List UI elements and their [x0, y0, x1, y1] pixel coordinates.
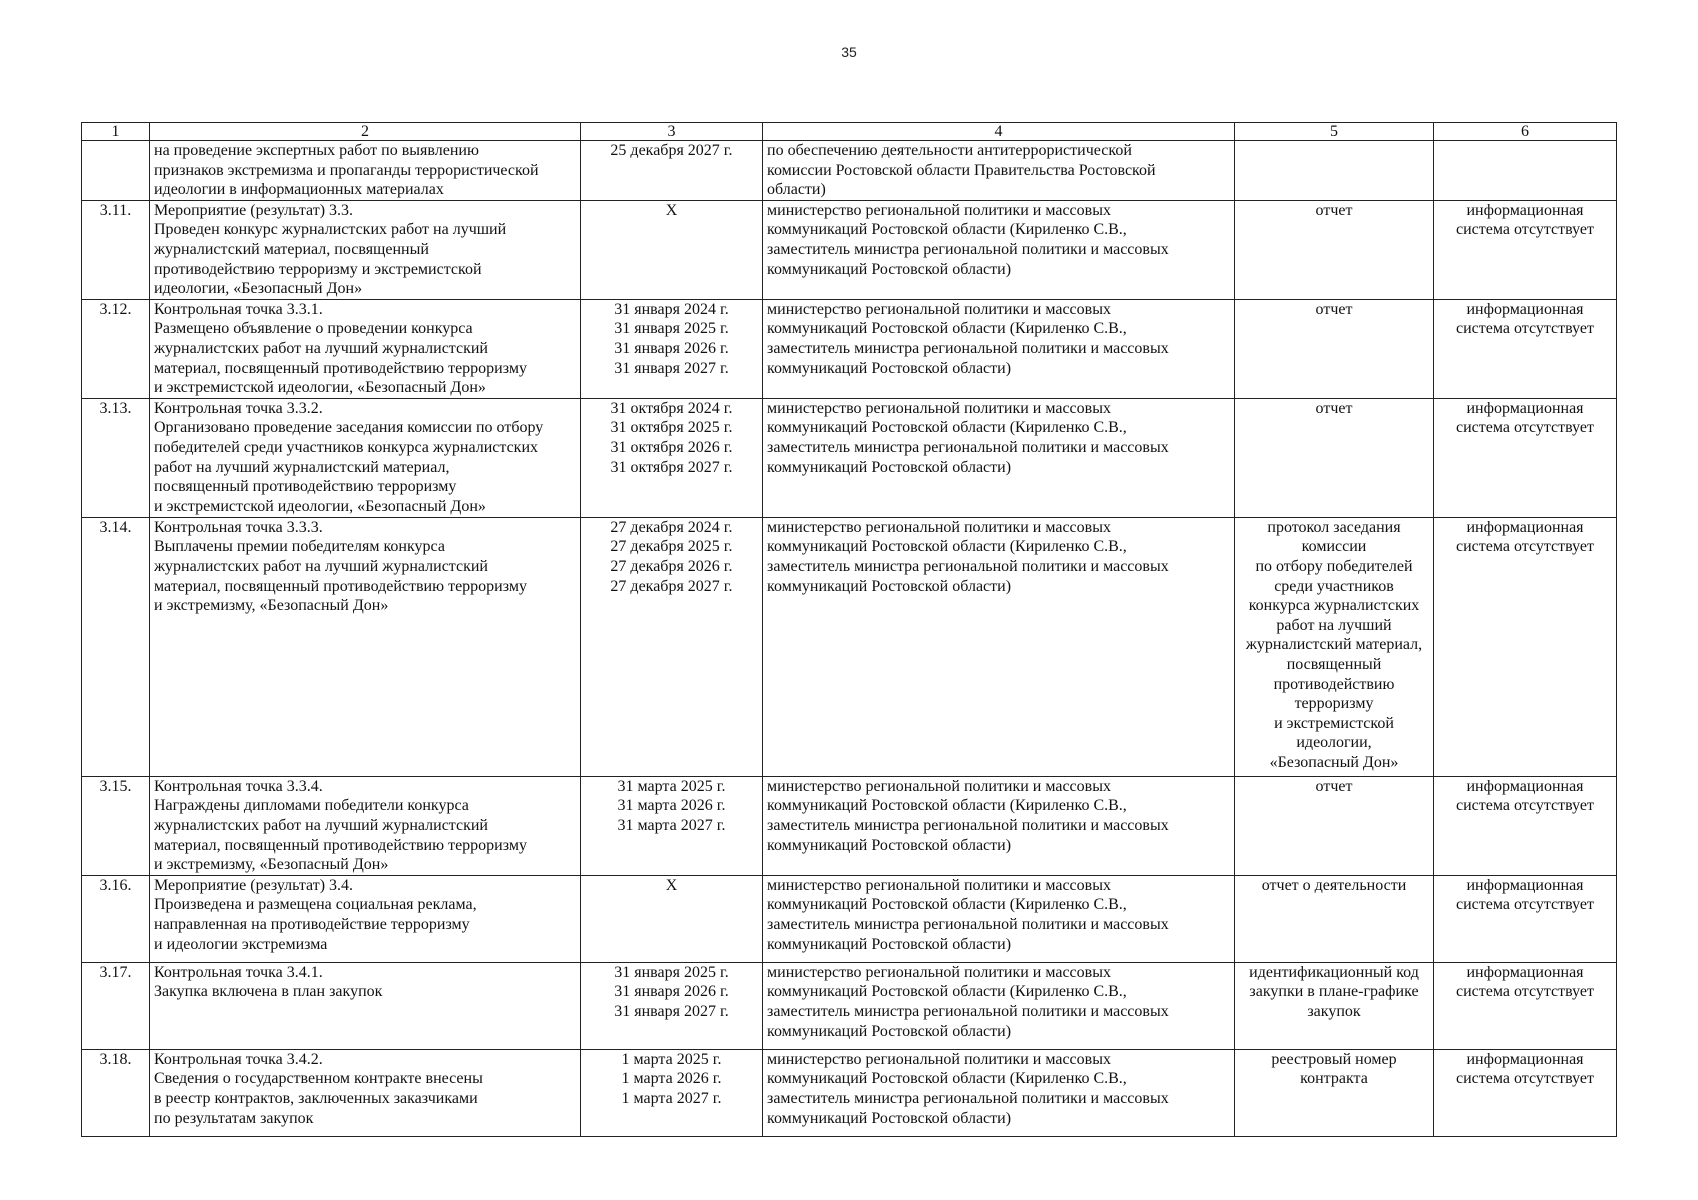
- responsible-executor-line: министерство региональной политики и массовых: [767, 1050, 1111, 1068]
- responsible-executor-line: коммуникаций Ростовской области (Кириленко С.В.,: [767, 896, 1127, 914]
- measure-description-line: Размещено объявление о проведении конкурса: [154, 320, 473, 338]
- responsible-executor-line: заместитель министра региональной политики и массовых: [767, 1002, 1169, 1020]
- measure-description-line: и экстремизму, «Безопасный Дон»: [154, 856, 389, 874]
- measure-description-line: Контрольная точка 3.3.4.: [154, 777, 323, 795]
- responsible-executor-line: заместитель министра региональной политики и массовых: [767, 557, 1169, 575]
- table-row: [82, 776, 1617, 875]
- responsible-executor-line: коммуникаций Ростовской области): [767, 935, 1012, 953]
- deadline-dates-line: 25 декабря 2027 г.: [610, 142, 733, 159]
- confirming-document-cell: [1235, 1049, 1434, 1136]
- information-system-line: система отсутствует: [1455, 419, 1594, 437]
- measure-description-line: Сведения о государственном контракте внесены: [154, 1070, 483, 1088]
- measure-description-line: работ на лучший журналистский материал,: [154, 458, 450, 476]
- measure-description-line: признаков экстремизма и пропаганды террористической: [154, 161, 539, 179]
- information-system-line: информационная: [1466, 518, 1584, 536]
- measure-description-line: идеологии, «Безопасный Дон»: [154, 280, 363, 298]
- measure-description-cell: [150, 517, 581, 776]
- responsible-executor-line: министерство региональной политики и массовых: [767, 963, 1111, 981]
- measure-description-line: журналистских работ на лучший журналистский: [154, 816, 488, 834]
- deadline-dates-line: 31 октября 2024 г.: [610, 399, 733, 417]
- measure-description-line: Выплачены премии победителям конкурса: [154, 538, 445, 556]
- measure-description-line: материал, посвященный противодействию терроризму: [154, 836, 527, 854]
- deadline-dates-cell: [581, 398, 763, 517]
- deadline-dates-line: 31 марта 2027 г.: [617, 816, 726, 834]
- responsible-executor-line: министерство региональной политики и массовых: [767, 300, 1111, 318]
- responsible-executor-cell: [763, 398, 1235, 517]
- measure-description-line: по результатам закупок: [154, 1109, 314, 1127]
- measure-description-line: на проведение экспертных работ по выявлению: [154, 142, 479, 159]
- deadline-dates-line: 27 декабря 2025 г.: [610, 538, 733, 556]
- deadline-dates-line: 31 октября 2026 г.: [610, 438, 733, 456]
- table-row: [82, 200, 1617, 299]
- row-number: 3.12.: [82, 299, 150, 398]
- confirming-document-line: отчет: [1315, 300, 1353, 318]
- measure-description-line: и экстремизму, «Безопасный Дон»: [154, 597, 389, 615]
- confirming-document-line: работ на лучший: [1276, 616, 1392, 634]
- deadline-dates-line: 31 января 2027 г.: [614, 359, 729, 377]
- row-number: 3.11.: [82, 200, 150, 299]
- responsible-executor-cell: [763, 776, 1235, 875]
- confirming-document-line: среди участников: [1274, 577, 1394, 595]
- measure-description-cell: [150, 200, 581, 299]
- information-system-line: информационная: [1466, 876, 1584, 894]
- header-col-3: 3: [581, 123, 763, 141]
- information-system-cell: [1434, 1049, 1617, 1136]
- measure-description-cell: [150, 299, 581, 398]
- header-col-2: 2: [150, 123, 581, 141]
- responsible-executor-line: министерство региональной политики и массовых: [767, 201, 1111, 219]
- responsible-executor-cell: [763, 299, 1235, 398]
- confirming-document-cell: [1235, 141, 1434, 201]
- measure-description-line: Организовано проведение заседания комиссии по отбору: [154, 419, 544, 437]
- measure-description-line: Мероприятие (результат) 3.4.: [154, 876, 354, 894]
- responsible-executor-line: коммуникаций Ростовской области): [767, 1109, 1012, 1127]
- deadline-dates-cell: [581, 141, 763, 201]
- responsible-executor-line: министерство региональной политики и массовых: [767, 399, 1111, 417]
- information-system-line: информационная: [1466, 399, 1584, 417]
- row-number: 3.15.: [82, 776, 150, 875]
- responsible-executor-line: комиссии Ростовской области Правительства Ростовской: [767, 161, 1156, 179]
- row-number: 3.18.: [82, 1049, 150, 1136]
- responsible-executor-line: области): [767, 181, 826, 199]
- responsible-executor-line: заместитель министра региональной политики и массовых: [767, 915, 1169, 933]
- confirming-document-line: закупки в плане-графике: [1249, 983, 1419, 1001]
- responsible-executor-line: заместитель министра региональной политики и массовых: [767, 339, 1169, 357]
- responsible-executor-line: коммуникаций Ростовской области): [767, 359, 1012, 377]
- responsible-executor-cell: [763, 141, 1235, 201]
- measure-description-line: Контрольная точка 3.3.3.: [154, 518, 323, 536]
- information-system-cell: [1434, 962, 1617, 1049]
- responsible-executor-line: коммуникаций Ростовской области (Кириленко С.В.,: [767, 221, 1127, 239]
- table-row: [82, 517, 1617, 776]
- deadline-dates-line: 31 января 2026 г.: [614, 339, 729, 357]
- measure-description-line: журналистский материал, посвященный: [154, 240, 429, 258]
- confirming-document-cell: [1235, 398, 1434, 517]
- confirming-document-line: идеологии,: [1296, 734, 1372, 752]
- header-col-6: 6: [1434, 123, 1617, 141]
- confirming-document-line: отчет: [1315, 399, 1353, 417]
- measure-description-cell: [150, 875, 581, 962]
- responsible-executor-line: коммуникаций Ростовской области (Кириленко С.В.,: [767, 797, 1127, 815]
- deadline-dates-cell: [581, 1049, 763, 1136]
- header-col-5: 5: [1235, 123, 1434, 141]
- measure-description-line: и экстремистской идеологии, «Безопасный Дон»: [154, 497, 486, 515]
- table-row: [82, 141, 1617, 201]
- measure-description-line: журналистских работ на лучший журналистский: [154, 339, 488, 357]
- responsible-executor-cell: [763, 200, 1235, 299]
- table-row: [82, 299, 1617, 398]
- deadline-dates-line: 31 октября 2025 г.: [610, 419, 733, 437]
- responsible-executor-line: коммуникаций Ростовской области): [767, 260, 1012, 278]
- confirming-document-line: отчет о деятельности: [1261, 876, 1407, 894]
- deadline-dates-line: 31 января 2024 г.: [614, 300, 729, 318]
- information-system-line: система отсутствует: [1455, 896, 1594, 914]
- responsible-executor-line: коммуникаций Ростовской области): [767, 836, 1012, 854]
- information-system-line: информационная: [1466, 777, 1584, 795]
- information-system-line: информационная: [1466, 1050, 1584, 1068]
- deadline-dates-line: 31 октября 2027 г.: [610, 458, 733, 476]
- confirming-document-cell: [1235, 299, 1434, 398]
- deadline-dates-cell: [581, 299, 763, 398]
- confirming-document-line: конкурса журналистских: [1248, 597, 1420, 615]
- confirming-document-line: посвященный: [1286, 655, 1382, 673]
- measure-description-line: Контрольная точка 3.4.1.: [154, 963, 323, 981]
- confirming-document-line: закупок: [1307, 1002, 1361, 1020]
- responsible-executor-line: коммуникаций Ростовской области (Кириленко С.В.,: [767, 1070, 1127, 1088]
- confirming-document-line: отчет: [1315, 777, 1353, 795]
- confirming-document-line: протокол заседания: [1267, 518, 1401, 536]
- responsible-executor-cell: [763, 1049, 1235, 1136]
- responsible-executor-line: коммуникаций Ростовской области (Кириленко С.В.,: [767, 538, 1127, 556]
- measure-description-line: журналистских работ на лучший журналистский: [154, 557, 488, 575]
- confirming-document-line: комиссии: [1301, 538, 1367, 556]
- responsible-executor-line: коммуникаций Ростовской области (Кириленко С.В.,: [767, 419, 1127, 437]
- row-number: [82, 141, 150, 201]
- responsible-executor-line: коммуникаций Ростовской области): [767, 1022, 1012, 1040]
- measure-description-line: материал, посвященный противодействию терроризму: [154, 577, 527, 595]
- measure-description-line: Контрольная точка 3.4.2.: [154, 1050, 323, 1068]
- information-system-line: информационная: [1466, 300, 1584, 318]
- measure-description-line: противодействию терроризму и экстремистской: [154, 260, 482, 278]
- confirming-document-line: противодействию: [1273, 675, 1395, 693]
- confirming-document-line: контракта: [1300, 1070, 1368, 1088]
- confirming-document-cell: [1235, 200, 1434, 299]
- information-system-line: система отсутствует: [1455, 320, 1594, 338]
- deadline-dates-line: 31 января 2027 г.: [614, 1002, 729, 1020]
- measure-description-line: и идеологии экстремизма: [154, 935, 328, 953]
- deadline-dates-cell: [581, 517, 763, 776]
- information-system-line: информационная: [1466, 201, 1584, 219]
- information-system-cell: [1434, 776, 1617, 875]
- row-number: 3.13.: [82, 398, 150, 517]
- confirming-document-cell: [1235, 875, 1434, 962]
- measure-description-line: Контрольная точка 3.3.2.: [154, 399, 323, 417]
- responsible-executor-cell: [763, 962, 1235, 1049]
- information-system-cell: [1434, 398, 1617, 517]
- deadline-dates-line: 1 марта 2027 г.: [621, 1089, 722, 1107]
- responsible-executor-line: заместитель министра региональной политики и массовых: [767, 1089, 1169, 1107]
- deadline-dates-cell: [581, 875, 763, 962]
- responsible-executor-cell: [763, 875, 1235, 962]
- deadline-dates-line: 31 января 2026 г.: [614, 983, 729, 1001]
- responsible-executor-line: по обеспечению деятельности антитеррористической: [767, 142, 1132, 159]
- measure-description-line: направленная на противодействие терроризму: [154, 915, 470, 933]
- measure-description-line: в реестр контрактов, заключенных заказчиками: [154, 1089, 478, 1107]
- responsible-executor-line: министерство региональной политики и массовых: [767, 518, 1111, 536]
- information-system-line: система отсутствует: [1455, 797, 1594, 815]
- confirming-document-cell: [1235, 776, 1434, 875]
- measure-description-cell: [150, 1049, 581, 1136]
- confirming-document-line: журналистский материал,: [1245, 636, 1423, 654]
- measure-description-line: Проведен конкурс журналистских работ на лучший: [154, 221, 507, 239]
- table-row: [82, 398, 1617, 517]
- measure-description-cell: [150, 776, 581, 875]
- confirming-document-line: и экстремистской: [1274, 714, 1394, 732]
- measure-description-line: Мероприятие (результат) 3.3.: [154, 201, 354, 219]
- measure-description-line: Закупка включена в план закупок: [154, 983, 383, 1001]
- responsible-executor-line: министерство региональной политики и массовых: [767, 777, 1111, 795]
- deadline-dates-line: 31 января 2025 г.: [614, 963, 729, 981]
- measure-description-cell: [150, 141, 581, 201]
- responsible-executor-line: коммуникаций Ростовской области): [767, 577, 1012, 595]
- information-system-cell: [1434, 141, 1617, 201]
- information-system-cell: [1434, 200, 1617, 299]
- measure-description-line: идеологии в информационных материалах: [154, 181, 444, 199]
- confirming-document-cell: [1235, 962, 1434, 1049]
- confirming-document-line: идентификационный код: [1249, 963, 1419, 981]
- row-number: 3.16.: [82, 875, 150, 962]
- measure-description-line: посвященный противодействию терроризму: [154, 478, 457, 496]
- deadline-dates-line: 27 декабря 2026 г.: [610, 557, 733, 575]
- header-col-4: 4: [763, 123, 1235, 141]
- deadline-dates-line: 31 января 2025 г.: [614, 320, 729, 338]
- information-system-line: система отсутствует: [1455, 221, 1594, 239]
- deadline-dates-cell: [581, 962, 763, 1049]
- responsible-executor-line: заместитель министра региональной политики и массовых: [767, 438, 1169, 456]
- responsible-executor-line: коммуникаций Ростовской области (Кириленко С.В.,: [767, 983, 1127, 1001]
- table-row: [82, 875, 1617, 962]
- information-system-cell: [1434, 299, 1617, 398]
- deadline-dates-line: 27 декабря 2027 г.: [610, 577, 733, 595]
- deadline-dates-cell: [581, 200, 763, 299]
- deadline-dates-line: 31 марта 2026 г.: [617, 797, 726, 815]
- row-number: 3.17.: [82, 962, 150, 1049]
- measures-table: [81, 122, 1617, 1137]
- deadline-dates-line: 31 марта 2025 г.: [617, 777, 726, 795]
- deadline-dates-line: Х: [665, 201, 678, 219]
- information-system-line: система отсутствует: [1455, 1070, 1594, 1088]
- deadline-dates-line: Х: [665, 876, 678, 894]
- confirming-document-cell: [1235, 517, 1434, 776]
- measure-description-line: Контрольная точка 3.3.1.: [154, 300, 323, 318]
- header-row: [82, 123, 1617, 141]
- confirming-document-line: реестровый номер: [1271, 1050, 1397, 1068]
- confirming-document-line: отчет: [1315, 201, 1353, 219]
- measure-description-line: Награждены дипломами победители конкурса: [154, 797, 469, 815]
- table-row: [82, 1049, 1617, 1136]
- responsible-executor-line: заместитель министра региональной политики и массовых: [767, 816, 1169, 834]
- measure-description-line: победителей среди участников конкурса журналистских: [154, 438, 539, 456]
- measure-description-cell: [150, 962, 581, 1049]
- responsible-executor-cell: [763, 517, 1235, 776]
- deadline-dates-line: 1 марта 2026 г.: [621, 1070, 722, 1088]
- table-header: [82, 123, 1617, 141]
- deadline-dates-line: 27 декабря 2024 г.: [610, 518, 733, 536]
- information-system-cell: [1434, 517, 1617, 776]
- page-number: 35: [841, 44, 857, 60]
- measure-description-cell: [150, 398, 581, 517]
- confirming-document-line: по отбору победителей: [1255, 557, 1413, 575]
- responsible-executor-line: коммуникаций Ростовской области (Кириленко С.В.,: [767, 320, 1127, 338]
- measure-description-line: и экстремистской идеологии, «Безопасный Дон»: [154, 379, 486, 397]
- confirming-document-line: «Безопасный Дон»: [1269, 753, 1399, 771]
- responsible-executor-line: коммуникаций Ростовской области): [767, 458, 1012, 476]
- header-col-1: 1: [82, 123, 150, 141]
- table-row: [82, 962, 1617, 1049]
- information-system-line: информационная: [1466, 963, 1584, 981]
- responsible-executor-line: министерство региональной политики и массовых: [767, 876, 1111, 894]
- measure-description-line: Произведена и размещена социальная реклама,: [154, 896, 477, 914]
- information-system-line: система отсутствует: [1455, 983, 1594, 1001]
- measure-description-line: материал, посвященный противодействию терроризму: [154, 359, 527, 377]
- table-body: [82, 141, 1617, 1137]
- responsible-executor-line: заместитель министра региональной политики и массовых: [767, 240, 1169, 258]
- information-system-line: система отсутствует: [1455, 538, 1594, 556]
- row-number: 3.14.: [82, 517, 150, 776]
- confirming-document-line: терроризму: [1294, 695, 1374, 713]
- information-system-cell: [1434, 875, 1617, 962]
- deadline-dates-cell: [581, 776, 763, 875]
- deadline-dates-line: 1 марта 2025 г.: [621, 1050, 722, 1068]
